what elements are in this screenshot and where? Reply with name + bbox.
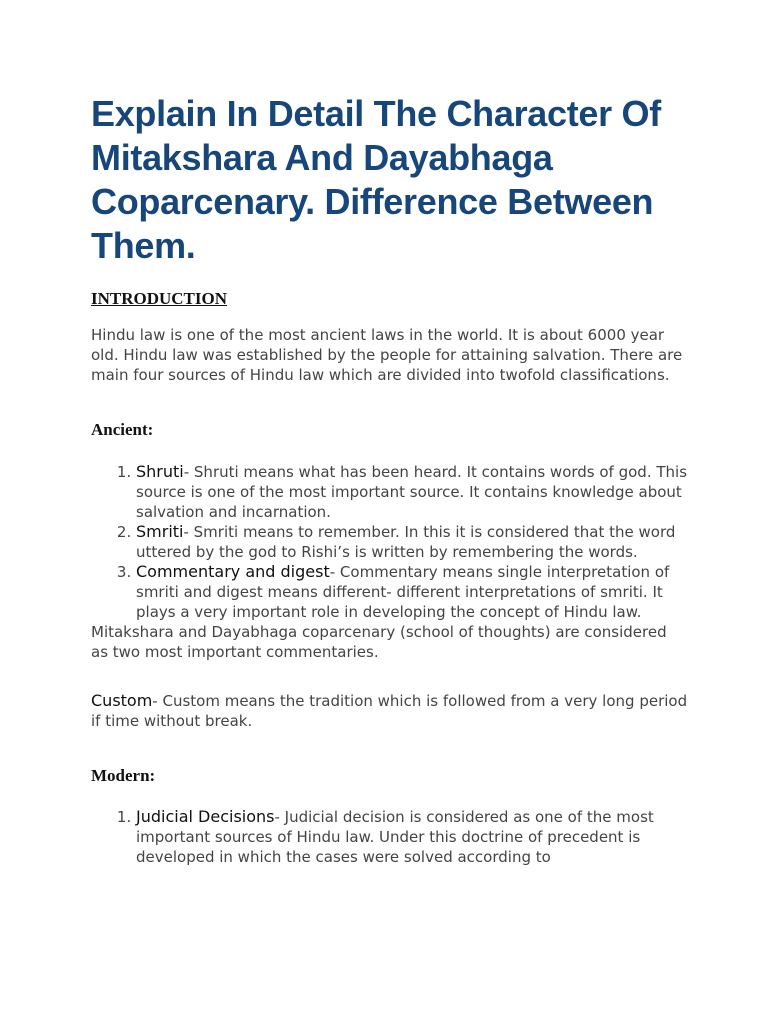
- list-item-term: Commentary and digest: [136, 562, 330, 581]
- custom-paragraph: [91, 691, 688, 731]
- list-item-text: - Shruti means what has been heard. It contains words of god. This source is one of the most important source. It contains knowledge about salvation and incarnation.: [136, 463, 688, 521]
- list-item-term: Smriti: [136, 522, 184, 541]
- page-title: Explain In Detail The Character Of Mitakshara And Dayabhaga Coparcenary. Difference Between Them.: [91, 93, 661, 266]
- list-item: [136, 807, 688, 867]
- commentaries-paragraph: Mitakshara and Dayabhaga coparcenary (school of thoughts) are considered as two most important commentaries.: [91, 623, 667, 661]
- list-item-text: - Commentary means single interpretation of smriti and digest means different- different interpretations of smriti. It plays a very important role in developing the concept of Hindu law.: [136, 563, 670, 621]
- ancient-sources-list: [91, 462, 688, 622]
- modern-sources-list: [91, 807, 688, 867]
- introduction-paragraph: Hindu law is one of the most ancient laws in the world. It is about 6000 year old. Hindu law was established by the people for attaining salvation. There are main four sources of Hindu law which are divided into twofold classifications.: [91, 326, 683, 384]
- list-item: [136, 562, 688, 622]
- list-item-text: - Judicial decision is considered as one of the most important sources of Hindu law. Under this doctrine of precedent is developed in which the cases were solved according to: [136, 808, 654, 866]
- list-item-text: - Smriti means to remember. In this it is considered that the word uttered by the god to Rishi’s is written by remembering the words.: [136, 523, 676, 561]
- introduction-heading: INTRODUCTION: [91, 289, 228, 308]
- list-item-term: Shruti: [136, 462, 184, 481]
- modern-heading: Modern:: [91, 766, 156, 785]
- custom-term: Custom: [91, 691, 153, 710]
- ancient-heading: Ancient:: [91, 420, 154, 439]
- list-item-term: Judicial Decisions: [136, 807, 275, 826]
- list-item: [136, 462, 688, 522]
- list-item: [136, 522, 688, 562]
- custom-text: - Custom means the tradition which is followed from a very long period if time without break.: [91, 692, 688, 730]
